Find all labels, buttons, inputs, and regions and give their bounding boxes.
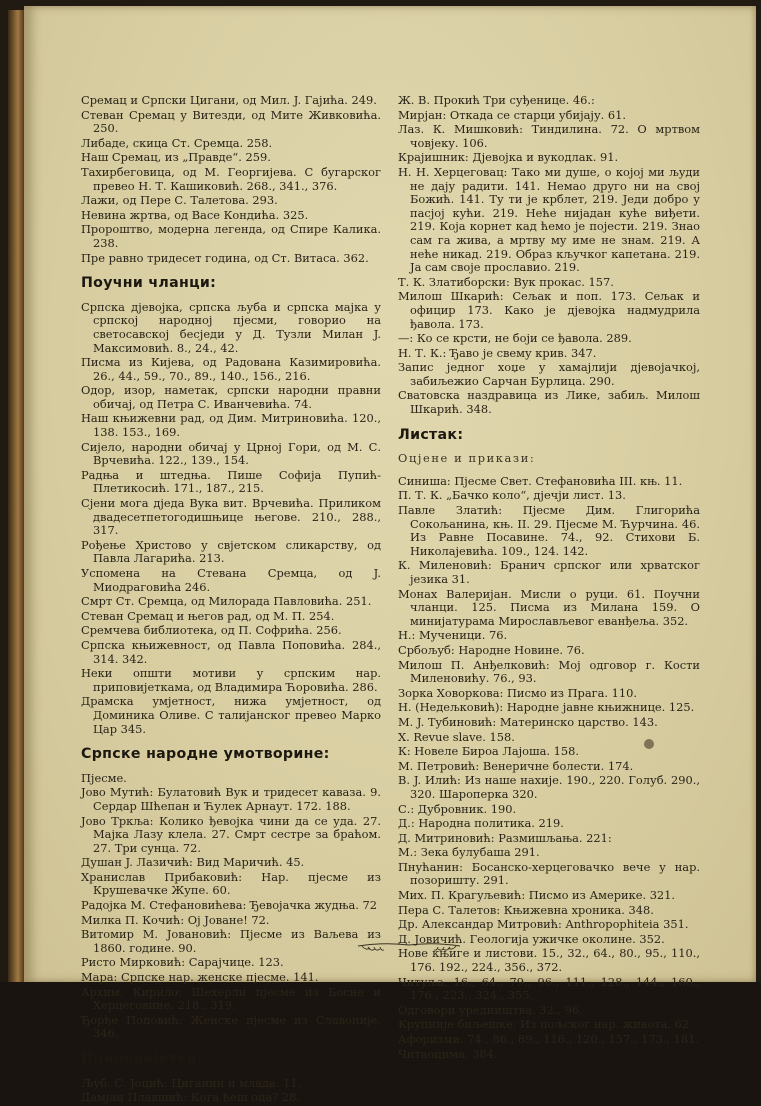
list-item: Неки општи мотиви у српским нар. приповијеткама, од Владимира Ћоровића. 286.	[81, 666, 381, 694]
list-item: Дамјан Плавшић: Кога ћеш оца? 28.	[81, 1090, 300, 1105]
list-item: М. J. Тубиновић: Материнско царство. 143.	[398, 714, 658, 729]
list-item: Успомена на Стевана Сремца, од J. Миодраговића 246.	[81, 566, 381, 594]
list-item: Архим. Кирило: Шехерли пјесме из Босне и Херцеговине. 218., 319.	[81, 984, 381, 1013]
list-item: Лаз. К. Мишковић: Тиндилина. 72. О мртвом човјеку. 106.	[398, 122, 700, 150]
list-item: Душан J. Лазичић: Вид Маричић. 45.	[81, 855, 305, 870]
list-item: Либаде, скица Ст. Сремца. 258.	[81, 135, 273, 150]
list-item: Милош Шкарић: Сељак и поп. 173. Сељак и официр 173. Како је дјевојка надмудрила ђавола. 173.	[398, 289, 700, 331]
list-item: Сремац и Српски Цигани, од Мил. J. Гајића. 249.	[81, 93, 377, 107]
list-item: Зорка Ховоркова: Писмо из Прага. 110.	[398, 685, 637, 700]
intro-list	[81, 94, 381, 265]
list-item: Милош П. Анђелковић: Мој одговор г. Кости Миленовићу. 76., 93.	[398, 657, 700, 686]
list-item: Српска дјевојка, српска љуба и српска мајка у српској народној пјесми, говорио на светосавској бесједи у Д. Тузли Милан J. Максимовић. 8., 24., 42.	[81, 299, 381, 355]
list-item: Т. К. Златиборски: Вук прокас. 157.	[398, 274, 614, 289]
list-item: Запис једног хоџе у хамајлији дјевојачкој, забиљежио Сарчан Бурлица. 290.	[398, 360, 700, 388]
list-item: —: Ко се крсти, не боји се ђавола. 289.	[398, 331, 632, 346]
list-item: К. Миленовић: Бранич српског или хрватског језика 31.	[398, 558, 700, 586]
pripovijetke-list	[81, 1077, 381, 1105]
list-item: Пера С. Талетов: Књижевна хроника. 348.	[398, 902, 654, 917]
list-item: Пнућанин: Босанско-херцеговачко вече у нар. позоришту. 291.	[398, 859, 700, 888]
subsection-heading: Пјесме.	[81, 770, 127, 785]
list-item: Наш Сремац, из „Правде“. 259.	[81, 150, 271, 165]
list-item: Д. Митриновић: Размишљања. 221:	[398, 830, 612, 845]
list-item: Др. Александар Митровић: Anthropophiteia 351.	[398, 917, 689, 932]
section-heading-umotvorine: Српске народне умотворине:	[81, 746, 330, 763]
list-item: Монах Валеријан. Мисли о руци. 61. Поучни чланци. 125. Писма из Милана 159. О минијатурама Мирослављевог еванђеља. 352.	[398, 586, 700, 628]
list-item: Љуб. С. Јоцић: Циганин и млада. 11.	[81, 1075, 302, 1090]
list-item: Лажи, од Пере С. Талетова. 293.	[81, 193, 278, 208]
umotvorine-list	[81, 786, 381, 1041]
list-item: Н. Т. К.: Ђаво је свему крив. 347.	[398, 345, 597, 360]
list-item: Рођење Христово у свјетском сликарству, од Павла Лагарића. 213.	[81, 537, 381, 566]
list-item: М. Петровић: Венеричне болести. 174.	[398, 758, 634, 773]
list-item: Писма из Кијева, од Радована Казимировића. 26., 44., 59., 70., 89., 140., 156., 216.	[81, 355, 381, 383]
intro-list	[398, 94, 700, 417]
list-item: Афоризми. 74., 86., 89., 116., 120., 157., 173., 181.	[398, 1032, 700, 1046]
list-item: Милка П. Кочић: Oj Јоване! 72.	[81, 912, 270, 927]
section-heading-poucni: Поучни чланци:	[81, 275, 217, 292]
list-item: Одор, изор, наметак, српски народни правни обичај, од Петра С. Иванчевића. 74.	[81, 383, 381, 411]
list-item: Ж. В. Прокић Три суђенице. 46.:	[398, 93, 595, 107]
list-item: Драмска умјетност, нижа умјетност, од Доминика Оливе. С талијанског превео Марко Цар 345.	[81, 694, 381, 736]
list-item: Ристо Мирковић: Сарајчице. 123.	[81, 955, 284, 970]
list-item: В. J. Илић: Из наше нахије. 190., 220. Голуб. 290., 320. Шароперка 320.	[398, 773, 700, 801]
list-item: Радња и штедња. Пише Софија Пупић-Плетикосић. 171., 187., 215.	[81, 467, 381, 496]
left-column	[81, 94, 381, 1106]
list-item: Читаоцима. 384.	[398, 1046, 498, 1061]
list-item: Мара: Српске нар. женске пјесме. 141.	[81, 970, 319, 985]
list-item: Павле Златић: Пјесме Дим. Глигорића Сокољанина, књ. II. 29. Пјесме М. Ћурчина. 46. Из Равне Посавине. 74., 92. Стихови Б. Николајевића. 109., 124. 142.	[398, 503, 700, 558]
list-item: Стеван Сремац у Витезди, од Мите Живковића. 250.	[81, 107, 381, 136]
poucni-list	[81, 301, 381, 736]
list-item: Читуља. 16., 64., 79., 96., 111., 128., 144., 160., 176., 223., 324., 355.	[398, 974, 700, 1003]
list-item: Смрт Ст. Сремца, од Милорада Павловића. 251.	[81, 594, 372, 609]
list-item: Тахирбеговица, од М. Георгијева. С бугарског превео Н. Т. Кашиковић. 268., 341., 376.	[81, 164, 381, 193]
list-item: Мих. П. Крагуљевић: Писмо из Америке. 321.	[398, 888, 676, 903]
list-item: К: Новеле Бироа Лајоша. 158.	[398, 744, 580, 759]
list-item: Хранислав Прибаковић: Нар. пјесме из Крушевачке Жупе. 60.	[81, 869, 381, 898]
list-item: X. Revue slave. 158.	[398, 729, 515, 744]
list-item: Сватовска наздравица из Лике, забиљ. Милош Шкарић. 348.	[398, 388, 700, 417]
list-item: М.: Зека булубаша 291.	[398, 845, 540, 860]
list-item: Нове књиге и листови. 15., 32., 64., 80., 95., 110., 176. 192., 224., 356., 372.	[398, 946, 700, 975]
section-heading-listak: Листак:	[398, 426, 464, 443]
list-item: Н. Н. Херцеговац: Тако ми душе, о којој ми људи не дају радити. 141. Немао друго ни на свој Божић. 141. Ту ти је крблет, 219. Једи добро у пасјој кући. 219. Неће нијадан куће виђети. 219. Која корнет кад ћемо је појести. 219. Знао сам га жива, а мртву му име не знам. 219. А неће никад. 219. Образ кључког капетана. 219. Ја сам своје прославио. 219.	[398, 164, 700, 275]
list-item: Пророштво, модерна легенда, од Спире Калика. 238.	[81, 222, 381, 250]
list-item: Крупније биљешке: Из пољског нар. живота. 62.	[398, 1017, 693, 1032]
list-item: Синиша: Пјесме Свет. Стефановића III. књ. 11.	[398, 473, 683, 488]
right-column	[398, 94, 700, 1062]
list-item: Н. (Недељковић): Народне јавне књижнице. 125.	[398, 700, 695, 715]
list-item: Србољуб: Народне Новине. 76.	[398, 642, 585, 657]
list-item: Д.: Народна политика. 219.	[398, 816, 564, 831]
list-item: Сијело, народни обичај у Црној Гори, од М. С. Врчевића. 122., 139., 154.	[81, 439, 381, 468]
list-item: Невина жртва, од Васе Кондића. 325.	[81, 207, 309, 222]
list-item: Српска књижевност, од Павла Поповића. 284., 314. 342.	[81, 637, 381, 666]
list-item: Стеван Сремац и његов рад, од М. П. 254.	[81, 608, 335, 623]
list-item: Д. Јовичић. Геологија ужичке околине. 352.	[398, 931, 665, 946]
list-item: Наш књижевни рад, од Дим. Митриновића. 120., 138. 153., 169.	[81, 411, 381, 440]
list-item: Пре равно тридесет година, од Ст. Витаса. 362.	[81, 250, 369, 265]
list-item: Мирјан: Откада се старци убијају. 61.	[398, 107, 627, 122]
list-item: Ђорђе Поповић: Женске пјесме из Славоније. 346.	[81, 1012, 381, 1041]
list-item: С.: Дубровник. 190.	[398, 801, 517, 816]
listak-list	[398, 475, 700, 1061]
list-item: Јово Мутић: Булатовић Вук и тридесет каваза. 9. Сердар Шћепан и Ћулек Арнаут. 172. 188.	[81, 785, 381, 813]
section-heading-pripovijetke: Приповијетке:	[81, 1051, 203, 1067]
list-item: Радојка М. Стефановићева: Ђевојачка жудња. 72	[81, 898, 377, 913]
list-item: Сремчева библиотека, од П. Софрића. 256.	[81, 623, 342, 638]
subsection-heading: Оцјене и прикази:	[398, 451, 536, 466]
list-item: П. Т. К. „Бачко коло“, дјечји лист. 13.	[398, 488, 626, 503]
list-item: Н.: Мученици. 76.	[398, 628, 508, 643]
list-item: Витомир М. Јовановић: Пјесме из Ваљева из 1860. године. 90.	[81, 927, 381, 955]
list-item: Крајишник: Дјевојка и вукодлак. 91.	[398, 150, 619, 165]
list-item: Сјени мога дједа Вука вит. Врчевића. Приликом двадесетпетогодишњице његове. 210., 288., 317.	[81, 496, 381, 538]
list-item: Јово Тркља: Колико ђевојка чини да се уда. 27. Мајка Лазу клела. 27. Смрт сестре за браћом. 27. Три сунца. 72.	[81, 813, 381, 855]
list-item: Одговори уредништва. 32., 96.	[398, 1002, 583, 1017]
